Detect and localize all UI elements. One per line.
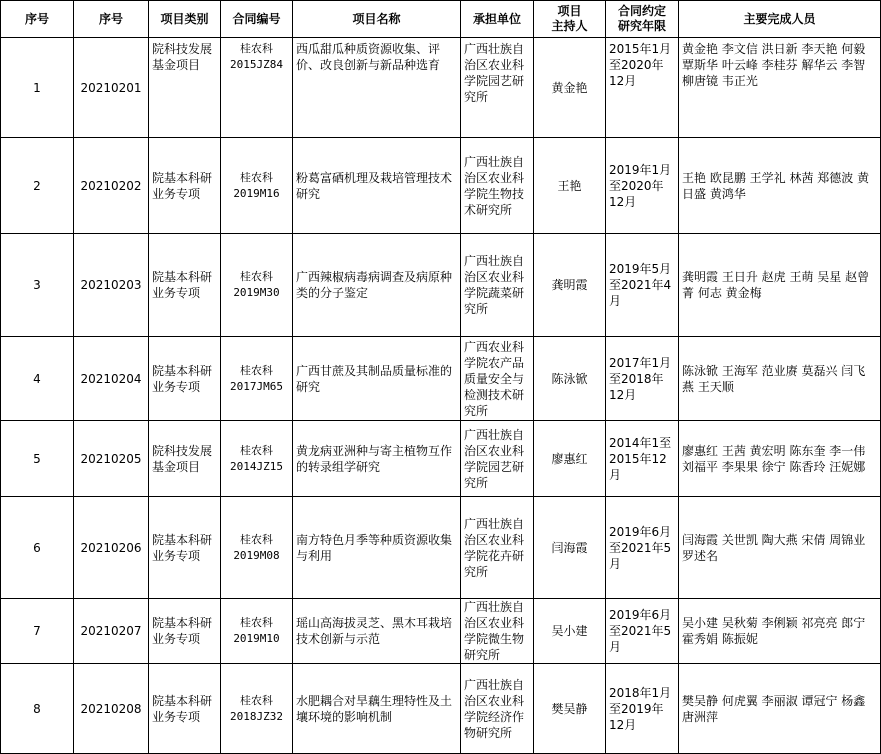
cell-category: 院基本科研业务专项 — [149, 138, 221, 234]
cell-category: 院基本科研业务专项 — [149, 664, 221, 754]
table-row — [1, 497, 881, 599]
cell-unit: 广西壮族自治区农业科学院经济作物研究所 — [461, 664, 534, 754]
table-row — [1, 234, 881, 337]
cell-members: 吴小建 吴秋菊 李俐颖 祁亮亮 郎宁 霍秀娟 陈振妮 — [679, 599, 881, 664]
cell-index: 5 — [1, 421, 74, 497]
header-period: 合同约定 研究年限 — [606, 1, 679, 38]
header-unit: 承担单位 — [461, 1, 534, 38]
cell-number: 20210207 — [74, 599, 149, 664]
cell-members: 王艳 欧昆鹏 王学礼 林茜 郑德波 黄日盛 黄鸿华 — [679, 138, 881, 234]
table-row — [1, 421, 881, 497]
cell-contract: 桂农科 2018JZ32 — [221, 664, 293, 754]
header-index: 序号 — [1, 1, 74, 38]
cell-unit: 广西壮族自治区农业科学院园艺研究所 — [461, 38, 534, 138]
cell-unit: 广西壮族自治区农业科学院花卉研究所 — [461, 497, 534, 599]
cell-period: 2018年1月至2019年12月 — [606, 664, 679, 754]
cell-number: 20210203 — [74, 234, 149, 337]
cell-members: 樊吴静 何虎翼 李丽淑 谭冠宁 杨鑫 唐洲萍 — [679, 664, 881, 754]
cell-period: 2019年1月至2020年12月 — [606, 138, 679, 234]
cell-name: 西瓜甜瓜种质资源收集、评价、改良创新与新品种选育 — [293, 38, 461, 138]
cell-index: 1 — [1, 38, 74, 138]
table-row — [1, 599, 881, 664]
cell-host: 黄金艳 — [534, 38, 606, 138]
cell-contract: 桂农科 2017JM65 — [221, 337, 293, 421]
table-row — [1, 664, 881, 754]
cell-name: 水肥耦合对旱藕生理特性及土壤环境的影响机制 — [293, 664, 461, 754]
table-row — [1, 38, 881, 138]
cell-unit: 广西壮族自治区农业科学院园艺研究所 — [461, 421, 534, 497]
cell-contract: 桂农科 2019M08 — [221, 497, 293, 599]
cell-category: 院基本科研业务专项 — [149, 337, 221, 421]
cell-host: 吴小建 — [534, 599, 606, 664]
cell-period: 2019年5月至2021年4月 — [606, 234, 679, 337]
header-name: 项目名称 — [293, 1, 461, 38]
header-row — [1, 1, 881, 38]
cell-index: 2 — [1, 138, 74, 234]
cell-number: 20210208 — [74, 664, 149, 754]
header-contract: 合同编号 — [221, 1, 293, 38]
cell-contract: 桂农科 2015JZ84 — [221, 38, 293, 138]
cell-period: 2014年1至2015年12月 — [606, 421, 679, 497]
cell-index: 4 — [1, 337, 74, 421]
cell-name: 黄龙病亚洲种与寄主植物互作的转录组学研究 — [293, 421, 461, 497]
cell-index: 3 — [1, 234, 74, 337]
cell-period: 2019年6月至2021年5月 — [606, 497, 679, 599]
cell-number: 20210205 — [74, 421, 149, 497]
cell-contract: 桂农科 2014JZ15 — [221, 421, 293, 497]
cell-period: 2017年1月至2018年12月 — [606, 337, 679, 421]
cell-category: 院基本科研业务专项 — [149, 599, 221, 664]
cell-unit: 广西壮族自治区农业科学院微生物研究所 — [461, 599, 534, 664]
cell-number: 20210202 — [74, 138, 149, 234]
cell-name: 广西辣椒病毒病调查及病原种类的分子鉴定 — [293, 234, 461, 337]
cell-host: 樊吴静 — [534, 664, 606, 754]
cell-category: 院基本科研业务专项 — [149, 234, 221, 337]
cell-host: 闫海霞 — [534, 497, 606, 599]
cell-unit: 广西壮族自治区农业科学院蔬菜研究所 — [461, 234, 534, 337]
cell-contract: 桂农科 2019M10 — [221, 599, 293, 664]
cell-members: 龚明霞 王日升 赵虎 王萌 吴星 赵曾菁 何志 黄金梅 — [679, 234, 881, 337]
header-number: 序号 — [74, 1, 149, 38]
cell-unit: 广西农业科学院农产品质量安全与检测技术研究所 — [461, 337, 534, 421]
cell-number: 20210206 — [74, 497, 149, 599]
cell-index: 6 — [1, 497, 74, 599]
cell-members: 陈泳锨 王海军 范业赓 莫磊兴 闫飞燕 王天顺 — [679, 337, 881, 421]
cell-members: 廖惠红 王茜 黄宏明 陈东奎 李一伟 刘福平 李果果 徐宁 陈香玲 汪妮娜 — [679, 421, 881, 497]
cell-index: 7 — [1, 599, 74, 664]
cell-members: 闫海霞 关世凯 陶大燕 宋倩 周锦业 罗述名 — [679, 497, 881, 599]
cell-name: 广西甘蔗及其制品质量标准的研究 — [293, 337, 461, 421]
cell-members: 黄金艳 李文信 洪日新 李天艳 何毅 覃斯华 叶云峰 李桂芬 解华云 李智 柳唐镜 韦正光 — [679, 38, 881, 138]
header-category: 项目类别 — [149, 1, 221, 38]
cell-host: 陈泳锨 — [534, 337, 606, 421]
cell-index: 8 — [1, 664, 74, 754]
cell-period: 2015年1月至2020年12月 — [606, 38, 679, 138]
cell-unit: 广西壮族自治区农业科学院生物技术研究所 — [461, 138, 534, 234]
header-host: 项目 主持人 — [534, 1, 606, 38]
table-row — [1, 138, 881, 234]
cell-number: 20210201 — [74, 38, 149, 138]
cell-host: 龚明霞 — [534, 234, 606, 337]
cell-contract: 桂农科 2019M30 — [221, 234, 293, 337]
cell-number: 20210204 — [74, 337, 149, 421]
cell-category: 院科技发展基金项目 — [149, 38, 221, 138]
cell-name: 粉葛富硒机理及栽培管理技术研究 — [293, 138, 461, 234]
cell-host: 廖惠红 — [534, 421, 606, 497]
cell-name: 南方特色月季等种质资源收集与利用 — [293, 497, 461, 599]
header-members: 主要完成人员 — [679, 1, 881, 38]
cell-category: 院科技发展基金项目 — [149, 421, 221, 497]
cell-period: 2019年6月至2021年5月 — [606, 599, 679, 664]
table-row — [1, 337, 881, 421]
cell-contract: 桂农科 2019M16 — [221, 138, 293, 234]
cell-name: 瑶山高海拔灵芝、黑木耳栽培技术创新与示范 — [293, 599, 461, 664]
cell-category: 院基本科研业务专项 — [149, 497, 221, 599]
cell-host: 王艳 — [534, 138, 606, 234]
